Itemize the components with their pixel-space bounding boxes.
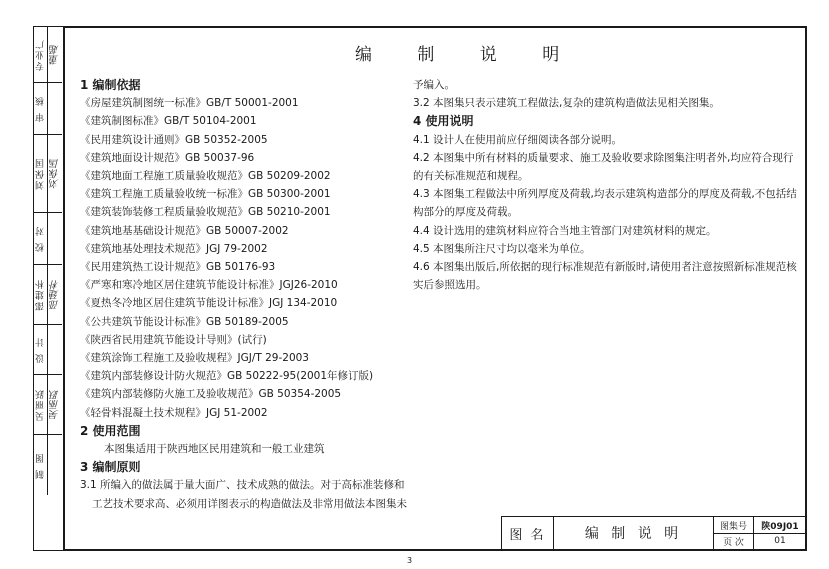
text-line: 4.4 设计选用的建筑材料应符合当地主管部门对建筑材料的规定。 [413,224,717,237]
sidebar-label [34,135,48,212]
text-line: 2 使用范围 [80,423,141,438]
atlas-no: 陕09J01 [754,517,806,534]
text-line: 3.1 所编入的做法属于量大面广、技术成熟的做法。对于高标准装修和 [80,479,405,492]
signature [48,375,62,434]
signature [48,325,62,374]
sidebar-cell [34,435,62,495]
sidebar-cell [34,135,62,213]
title-block-name: 编 制 说 明 [554,517,714,549]
text-line: 《建筑地基处理技术规范》JGJ 79-2002 [80,242,268,255]
signature [48,27,62,82]
left-column [80,76,407,513]
text-line: 《建筑地基基础设计规范》GB 50007-2002 [80,224,289,237]
text-line: 《严寒和寒冷地区居住建筑节能设计标准》JGJ26-2010 [80,279,338,292]
sidebar-label-text: 制 图 [36,451,46,479]
sidebar-label-text: 设 计 [36,336,46,363]
sidebar-cell [34,265,62,325]
sidebar-label-text: 刘保国 [36,157,46,190]
signature-sidebar [33,26,63,551]
sidebar-cell [34,83,62,135]
sidebar-label-text: 专业广 [36,38,46,71]
text-line: 《房屋建筑制图统一标准》GB/T 50001-2001 [80,97,299,110]
page-no: 01 [774,536,786,546]
atlas-no-label: 图集号 [714,517,753,534]
sidebar-cell [34,325,62,375]
sidebar-label [34,435,48,495]
text-line: 《建筑装饰装修工程质量验收规范》GB 50210-2001 [80,206,331,219]
text-line: 《民用建筑热工设计规范》GB 50176-93 [80,261,276,274]
sidebar-label-text: 邵建朴 [36,278,46,311]
signature [48,135,62,212]
sidebar-label [34,375,48,434]
text-line: 《公共建筑节能设计标准》GB 50189-2005 [80,315,289,328]
text-line: 3.2 本图集只表示建筑工程做法,复杂的建筑构造做法见相关图集。 [413,97,720,110]
text-line: 《陕西省民用建筑节能设计导则》(试行) [80,333,267,346]
text-line: 《建筑内部装修防火施工及验收规范》GB 50354-2005 [80,388,342,401]
page-label: 页 次 [723,537,744,548]
text-line: 4.5 本图集所注尺寸均以毫米为单位。 [413,242,591,255]
text-line: 《建筑地面工程施工质量验收规范》GB 50209-2002 [80,170,331,183]
sidebar-label [34,213,48,264]
text-line: 《建筑地面设计规范》GB 50037-96 [80,151,255,164]
sidebar-label-text: 吴丽跃 [36,388,46,421]
page-title: 编 制 说 明 [355,45,580,65]
sidebar-label-text: 校 对 [36,225,46,252]
sidebar-cell [34,213,62,265]
text-line: 3 编制原则 [80,460,141,475]
title-block-keys [714,517,754,549]
sidebar-label [34,27,48,82]
text-line: 1 编制依据 [80,78,141,92]
text-line: 《夏热冬冷地区居住建筑节能设计标准》JGJ 134-2010 [80,297,338,310]
sidebar-label [34,325,48,374]
text-line: 工艺技术要求高、必须用详图表示的构造做法及非常用做法本图集未 [92,497,407,510]
page-number: 3 [407,556,413,565]
text-line: 《轻骨料混凝土技术规程》JGJ 51-2002 [80,406,268,419]
signature-text: 董超 [49,44,61,65]
sidebar-label-text: 审 核 [36,95,46,122]
text-line: 《建筑内部装修设计防火规范》GB 50222-95(2001年修订版) [80,370,374,383]
text-line: 4.2 本图集中所有材料的质量要求、施工及验收要求除图集注明者外,均应符合现行的有关标准规范和规程。 [413,151,794,183]
signature-text: 刘保国 [49,158,61,189]
signature-text: 吴丽跃 [49,389,61,420]
signature [48,265,62,324]
text-line: 予编入。 [413,79,455,91]
sidebar-label [34,265,48,324]
sidebar-label [34,83,48,134]
signature [48,83,62,134]
text-line: 《建筑涂饰工程施工及验收规程》JGJ/T 29-2003 [80,352,309,365]
title-block-label: 图 名 [502,517,554,549]
signature [48,213,62,264]
right-column [413,76,798,294]
text-line: 《民用建筑设计通则》GB 50352-2005 [80,133,268,146]
title-block-values [754,517,806,549]
text-line: 《建筑工程施工质量验收统一标准》GB 50300-2001 [80,188,331,201]
signature-text: 邵建朴 [49,279,61,310]
signature [48,435,62,495]
sidebar-cell [34,27,62,83]
text-line: 4.1 设计人在使用前应仔细阅读各部分说明。 [413,133,623,146]
text-line: 4.3 本图集工程做法中所列厚度及荷载,均表示建筑构造部分的厚度及荷载,不包括结构部分的厚度及荷载。 [413,188,797,219]
title-block [501,516,805,549]
text-line: 本图集适用于陕西地区民用建筑和一般工业建筑 [104,443,325,456]
text-line: 4.6 本图集出版后,所依据的现行标准规范有新版时,请使用者注意按照新标准规范核实后参照选用。 [413,261,797,292]
text-line: 4 使用说明 [413,114,474,129]
sidebar-cell [34,375,62,435]
text-line: 《建筑制图标准》GB/T 50104-2001 [80,115,257,128]
